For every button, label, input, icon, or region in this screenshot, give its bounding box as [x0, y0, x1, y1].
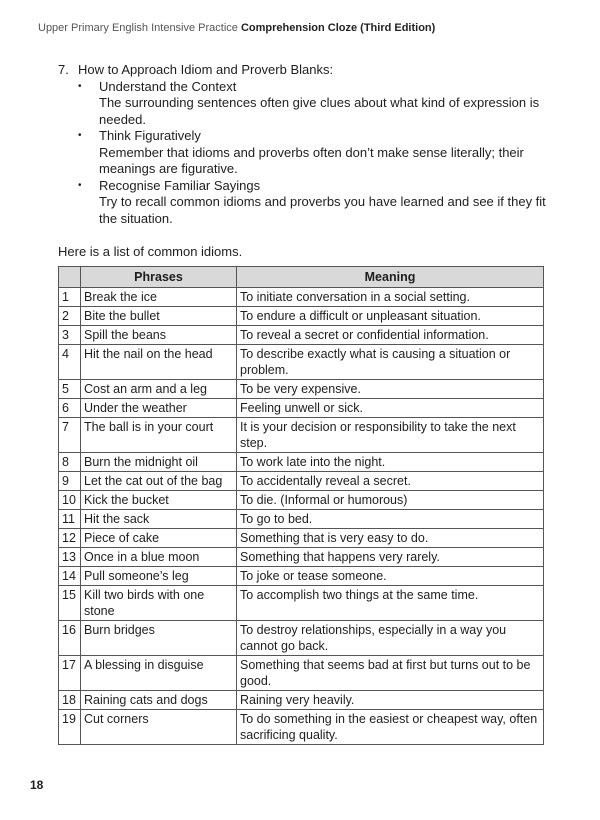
row-phrase: A blessing in disguise: [81, 656, 237, 691]
header-series: Upper Primary English Intensive Practice: [38, 22, 238, 34]
row-number: 8: [59, 453, 81, 472]
row-number: 19: [59, 710, 81, 745]
bullet-icon: •: [78, 80, 82, 92]
row-number: 9: [59, 472, 81, 491]
row-meaning: To reveal a secret or confidential information.: [237, 326, 544, 345]
row-phrase: Once in a blue moon: [81, 548, 237, 567]
table-row: [59, 510, 544, 529]
row-number: 3: [59, 326, 81, 345]
table-row: [59, 529, 544, 548]
row-meaning: To joke or tease someone.: [237, 567, 544, 586]
row-meaning: To do something in the easiest or cheapest way, often sacrificing quality.: [237, 710, 544, 745]
row-phrase: Cost an arm and a leg: [81, 380, 237, 399]
row-number: 17: [59, 656, 81, 691]
row-phrase: Spill the beans: [81, 326, 237, 345]
row-phrase: Pull someone’s leg: [81, 567, 237, 586]
row-meaning: To work late into the night.: [237, 453, 544, 472]
row-meaning: To die. (Informal or humorous): [237, 491, 544, 510]
tip-item: [58, 128, 558, 178]
row-meaning: To describe exactly what is causing a situation or problem.: [237, 345, 544, 380]
row-number: 13: [59, 548, 81, 567]
row-phrase: Kill two birds with one stone: [81, 586, 237, 621]
table-row: [59, 621, 544, 656]
row-phrase: Break the ice: [81, 288, 237, 307]
row-phrase: Burn the midnight oil: [81, 453, 237, 472]
row-number: 16: [59, 621, 81, 656]
tip-title: Think Figuratively: [99, 128, 201, 143]
tip-item: [58, 178, 558, 228]
table-header-row: [59, 267, 544, 288]
row-phrase: Hit the nail on the head: [81, 345, 237, 380]
table-row: [59, 345, 544, 380]
bullet-icon: •: [78, 179, 82, 191]
tips-list: [58, 79, 558, 228]
tip-title: Understand the Context: [99, 78, 237, 94]
header-number: [59, 267, 81, 288]
table-row: [59, 491, 544, 510]
idioms-table: [58, 266, 544, 745]
row-meaning: Something that seems bad at first but turns out to be good.: [237, 656, 544, 691]
row-phrase: Raining cats and dogs: [81, 691, 237, 710]
table-body: [59, 288, 544, 745]
row-meaning: To initiate conversation in a social setting.: [237, 288, 544, 307]
tip-item: [58, 79, 558, 129]
row-meaning: Feeling unwell or sick.: [237, 399, 544, 418]
table-row: [59, 548, 544, 567]
row-number: 5: [59, 380, 81, 399]
row-phrase: Burn bridges: [81, 621, 237, 656]
table-row: [59, 710, 544, 745]
table-row: [59, 691, 544, 710]
tip-text: Try to recall common idioms and proverbs you have learned and see if they fit the situation.: [99, 194, 546, 226]
tip-text: The surrounding sentences often give clues about what kind of expression is needed.: [99, 95, 540, 127]
row-meaning: It is your decision or responsibility to take the next step.: [237, 418, 544, 453]
row-phrase: Hit the sack: [81, 510, 237, 529]
row-phrase: Under the weather: [81, 399, 237, 418]
row-number: 10: [59, 491, 81, 510]
row-meaning: Raining very heavily.: [237, 691, 544, 710]
row-meaning: To accomplish two things at the same time.: [237, 586, 544, 621]
row-number: 6: [59, 399, 81, 418]
header-phrases: Phrases: [81, 267, 237, 288]
tip-title: Recognise Familiar Sayings: [99, 177, 261, 193]
section-7: [58, 62, 558, 227]
table-row: [59, 326, 544, 345]
table-row: [59, 586, 544, 621]
row-number: 15: [59, 586, 81, 621]
row-phrase: The ball is in your court: [81, 418, 237, 453]
table-row: [59, 472, 544, 491]
table-row: [59, 656, 544, 691]
row-meaning: To destroy relationships, especially in a way you cannot go back.: [237, 621, 544, 656]
running-header: [38, 22, 435, 34]
row-number: 18: [59, 691, 81, 710]
page-number: 18: [30, 778, 44, 792]
row-number: 4: [59, 345, 81, 380]
table-row: [59, 288, 544, 307]
row-number: 14: [59, 567, 81, 586]
row-number: 11: [59, 510, 81, 529]
row-meaning: To go to bed.: [237, 510, 544, 529]
table-row: [59, 453, 544, 472]
row-meaning: To be very expensive.: [237, 380, 544, 399]
row-meaning: To endure a difficult or unpleasant situation.: [237, 307, 544, 326]
row-meaning: Something that is very easy to do.: [237, 529, 544, 548]
row-number: 1: [59, 288, 81, 307]
table-row: [59, 567, 544, 586]
row-number: 12: [59, 529, 81, 548]
header-meaning: Meaning: [237, 267, 544, 288]
table-intro: Here is a list of common idioms.: [58, 244, 243, 259]
tip-text: Remember that idioms and proverbs often don’t make sense literally; their meanings are figurative.: [99, 144, 524, 176]
section-title: How to Approach Idiom and Proverb Blanks:: [78, 62, 334, 77]
row-number: 7: [59, 418, 81, 453]
bullet-icon: •: [78, 130, 82, 141]
row-phrase: Piece of cake: [81, 529, 237, 548]
row-meaning: To accidentally reveal a secret.: [237, 472, 544, 491]
row-phrase: Cut corners: [81, 710, 237, 745]
table-row: [59, 399, 544, 418]
row-phrase: Bite the bullet: [81, 307, 237, 326]
header-book-title: Comprehension Cloze (Third Edition): [240, 22, 436, 34]
table-row: [59, 418, 544, 453]
section-heading: [58, 62, 558, 79]
table-row: [59, 380, 544, 399]
row-phrase: Kick the bucket: [81, 491, 237, 510]
table-row: [59, 307, 544, 326]
row-meaning: Something that happens very rarely.: [237, 548, 544, 567]
row-number: 2: [59, 307, 81, 326]
row-phrase: Let the cat out of the bag: [81, 472, 237, 491]
section-number: 7.: [58, 62, 69, 77]
